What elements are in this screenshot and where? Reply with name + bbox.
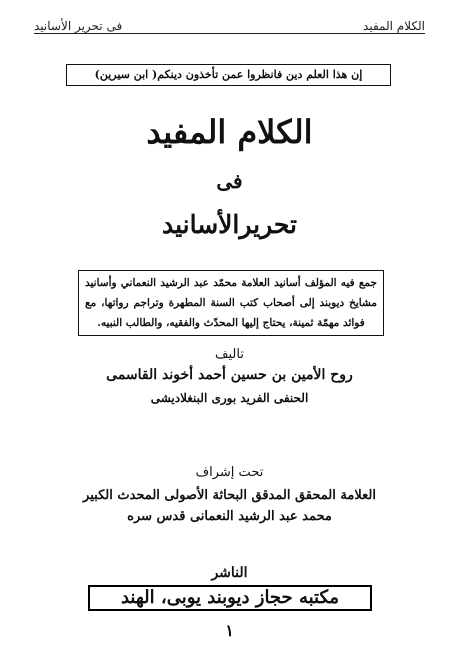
page-number: ١ — [225, 621, 234, 640]
supervision-label: تحت إشراف — [195, 465, 264, 480]
description-box: جمع فيه المؤلف أسانيد العلامة محمّد عبد الرشيد النعماني وأسانيد مشايخ ديوبند إلى أصحاب كتب السنة المطهرة وتراجم رواتها، مع فوائد مهمّة ثمينة، يحتاج إليها المحدّث والفقيه، والطالب النبيه. — [78, 270, 384, 336]
epigraph-box: إن هذا العلم دين فانظروا عمن تأخذون دينكم( ابن سيرين) — [66, 64, 391, 86]
running-header — [34, 5, 425, 33]
supervisor-titles: العلامة المحقق المدقق البحاثة الأصولى المحدث الكبير — [83, 488, 376, 503]
book-subtitle: تحريرالأسانيد — [161, 210, 298, 239]
author-name: روح الأمين بن حسين أحمد أخوند القاسمى — [106, 367, 353, 383]
supervisor-name: محمد عبد الرشيد النعمانى قدس سره — [127, 509, 332, 524]
book-title: الكلام المفيد — [146, 113, 313, 151]
running-header-book-subtitle: فى تحرير الأسانيد — [34, 19, 123, 33]
author-label: تاليف — [215, 347, 244, 362]
running-header-book-title: الكلام المفيد — [363, 19, 425, 33]
title-connector: فى — [216, 169, 243, 193]
author-nisba: الحنفى الفريد بورى البنغلاديشى — [150, 391, 309, 405]
publisher-label: الناشر — [211, 565, 248, 581]
header-rule — [34, 33, 425, 34]
publisher-box: مكتبه حجاز ديوبند يوبى، الهند — [88, 585, 372, 611]
